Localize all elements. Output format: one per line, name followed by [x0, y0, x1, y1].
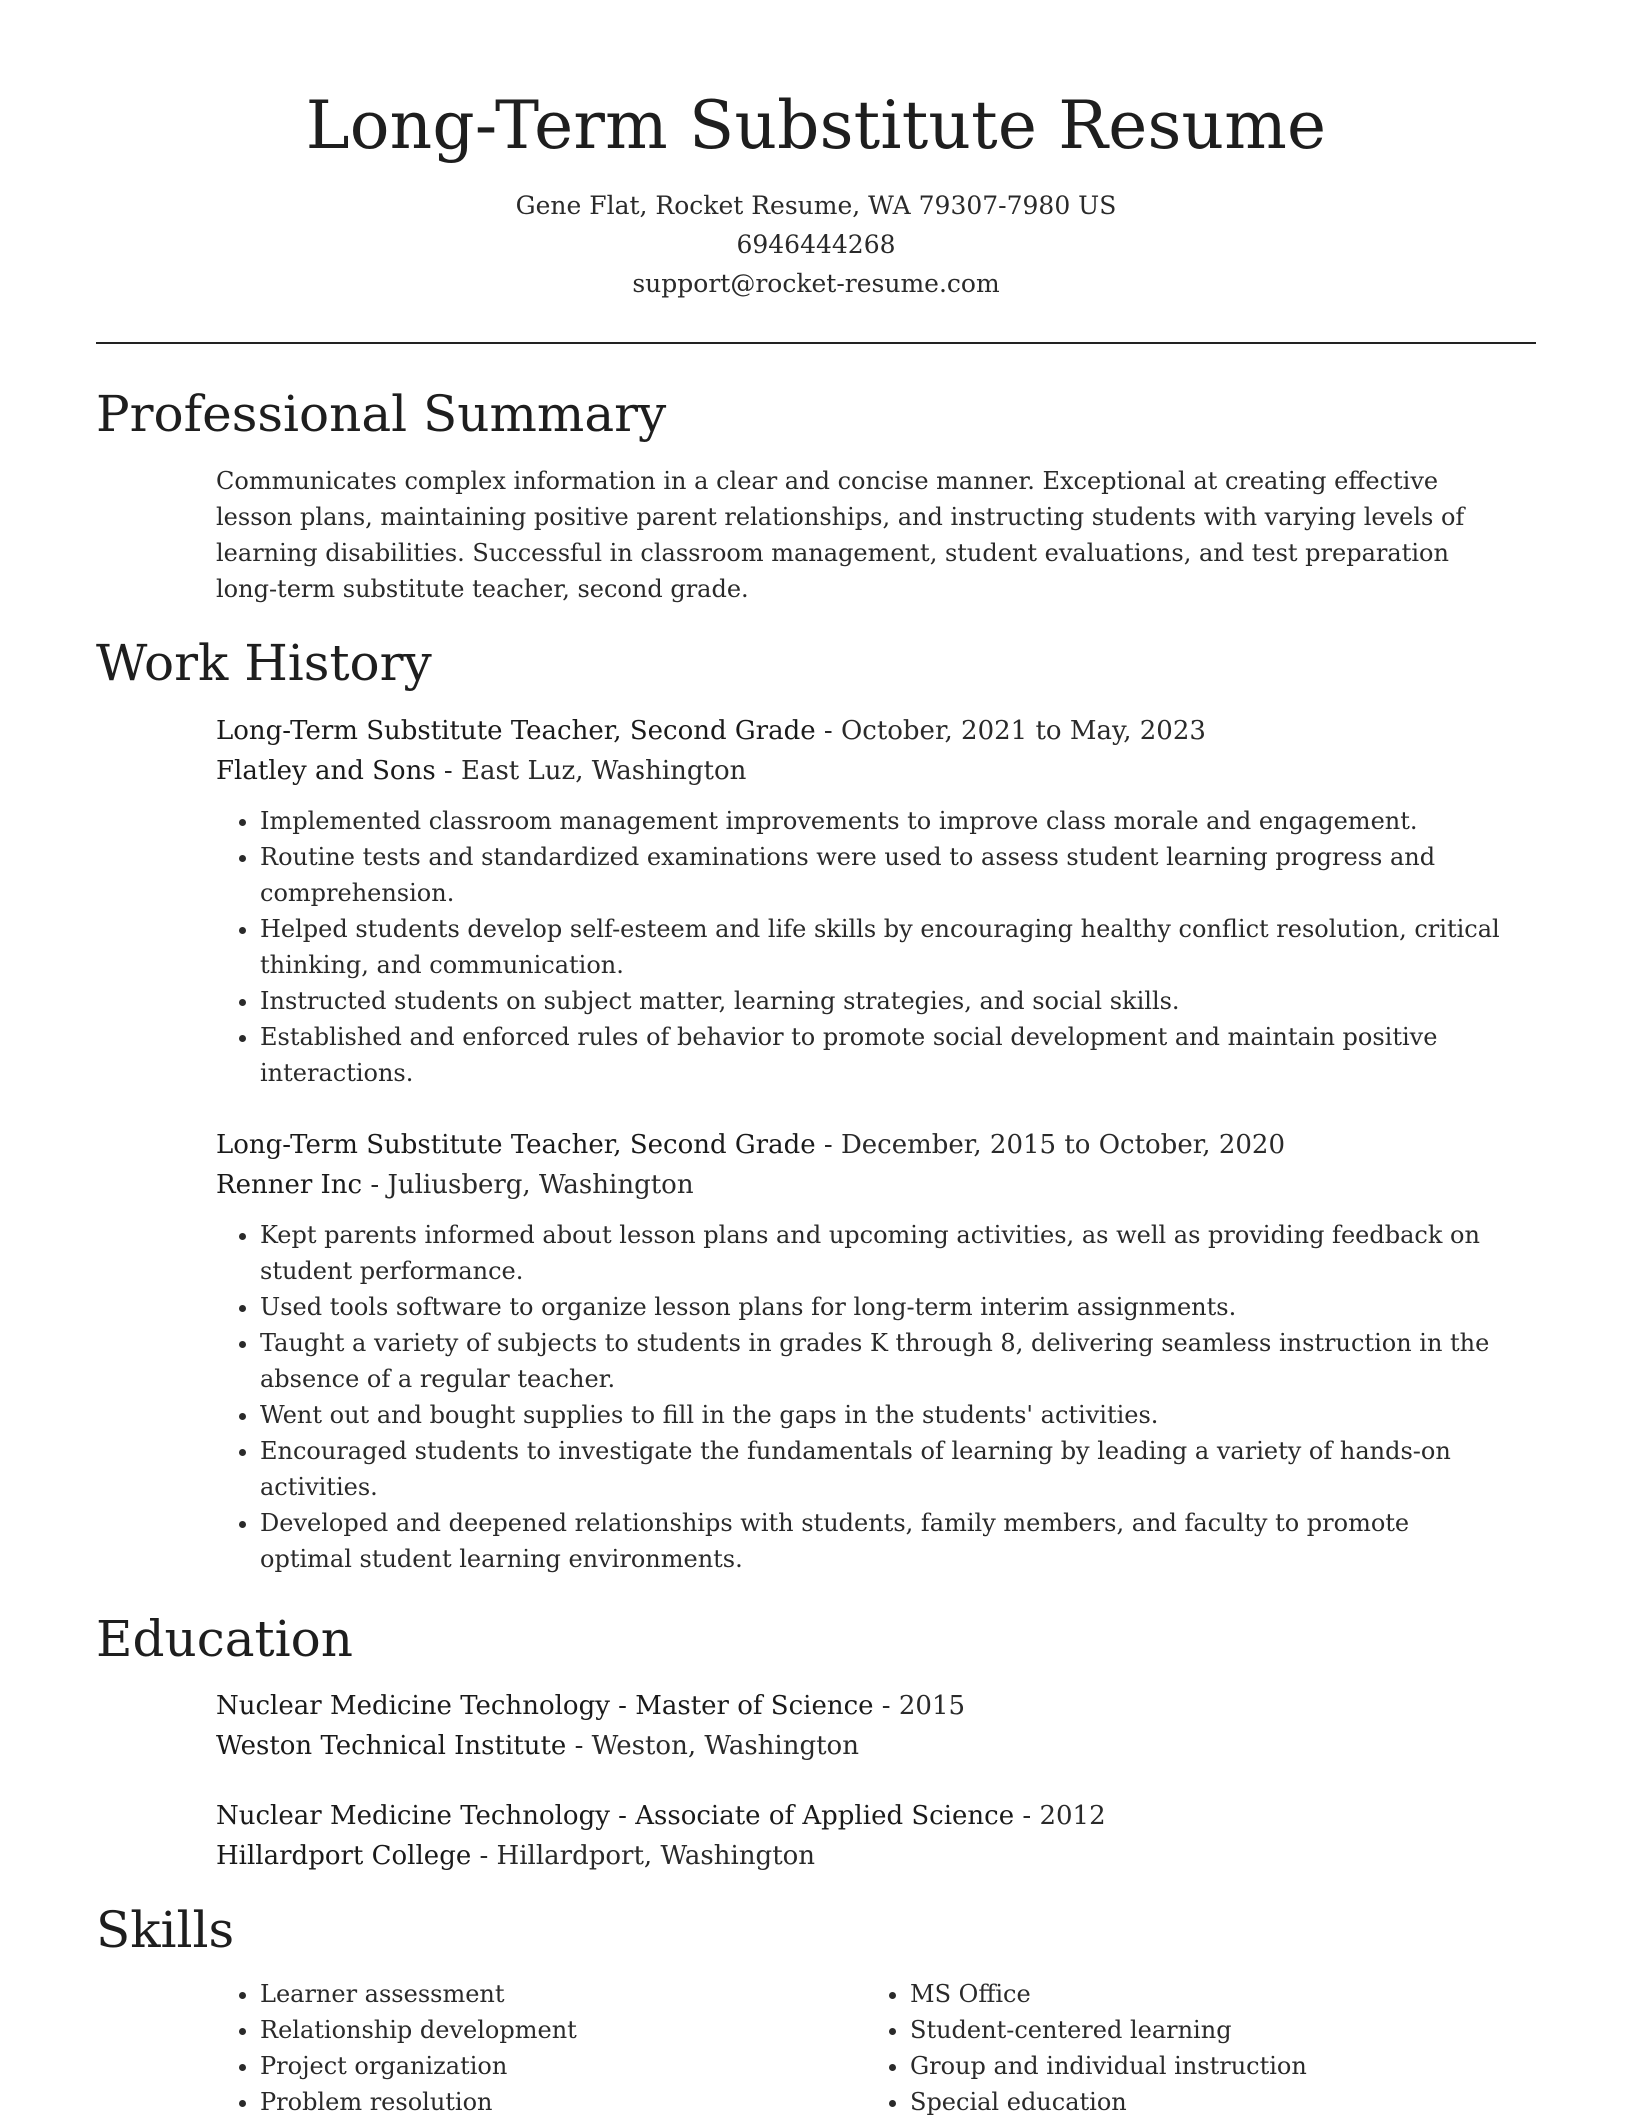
contact-info	[96, 186, 1536, 303]
summary-block	[216, 463, 1506, 607]
job-title-line	[216, 711, 1506, 751]
job-bullet: • Routine tests and standardized examinations were used to assess student learning progress and comprehension.	[260, 839, 1506, 911]
education-degree-line	[216, 1686, 1506, 1726]
job-company: Renner Inc	[216, 1170, 363, 1200]
job-entry	[216, 1125, 1506, 1577]
resume-title: Long-Term Substitute Resume	[305, 87, 1327, 164]
job-company-line	[216, 1165, 1506, 1205]
skill-item: • Student-centered learning	[910, 2012, 1516, 2048]
job-company: Flatley and Sons	[216, 756, 436, 786]
skill-item: • Problem resolution	[260, 2084, 866, 2120]
job-company-line	[216, 751, 1506, 791]
job-title: Long-Term Substitute Teacher, Second Grade	[216, 716, 816, 746]
section-title-education: Education	[96, 1610, 353, 1668]
skills-column-right	[866, 1976, 1516, 2120]
education-degree: - Master of Science	[609, 1691, 874, 1721]
skill-item: • Group and individual instruction	[910, 2048, 1516, 2084]
job-title: Long-Term Substitute Teacher, Second Grade	[216, 1130, 816, 1160]
job-bullet: • Kept parents informed about lesson plans and upcoming activities, as well as providing feedback on student performance.	[260, 1217, 1506, 1289]
job-bullet: • Developed and deepened relationships with students, family members, and faculty to promote optimal student learning environments.	[260, 1505, 1506, 1577]
education-entry	[216, 1686, 1506, 1766]
job-bullet: • Established and enforced rules of behavior to promote social development and maintain positive interactions.	[260, 1019, 1506, 1091]
skill-item: • Relationship development	[260, 2012, 866, 2048]
education-school: Hillardport College	[216, 1841, 472, 1871]
section-title-work: Work History	[96, 634, 432, 692]
skill-item: • MS Office	[910, 1976, 1516, 2012]
skill-item: • Learner assessment	[260, 1976, 866, 2012]
job-bullet: • Implemented classroom management improvements to improve class morale and engagement.	[260, 803, 1506, 839]
job-location: - Juliusberg, Washington	[362, 1170, 694, 1200]
skill-item: • Project organization	[260, 2048, 866, 2084]
job-bullets	[216, 803, 1506, 1091]
education-year: - 2015	[873, 1691, 966, 1721]
job-location: - East Luz, Washington	[435, 756, 747, 786]
education-location: - Hillardport, Washington	[471, 1841, 816, 1871]
job-bullet: • Taught a variety of subjects to students in grades K through 8, delivering seamless instruction in the absence of a regular teacher.	[260, 1325, 1506, 1397]
job-title-line	[216, 1125, 1506, 1165]
contact-email: support@rocket-resume.com	[632, 269, 1000, 298]
education-degree-line	[216, 1796, 1506, 1836]
job-entry	[216, 711, 1506, 1091]
education-field: Nuclear Medicine Technology	[216, 1801, 610, 1831]
contact-phone: 6946444268	[736, 230, 896, 259]
education-entry	[216, 1796, 1506, 1876]
job-bullets	[216, 1217, 1506, 1577]
education-school-line	[216, 1726, 1506, 1766]
education-degree: - Associate of Applied Science	[609, 1801, 1015, 1831]
education-school-line	[216, 1836, 1506, 1876]
section-title-skills: Skills	[96, 1901, 235, 1959]
job-bullet: • Instructed students on subject matter, learning strategies, and social skills.	[260, 983, 1506, 1019]
skills-column-left	[216, 1976, 866, 2120]
section-title-summary: Professional Summary	[96, 385, 667, 443]
summary-text: Communicates complex information in a clear and concise manner. Exceptional at creating effective lesson plans, maintaining positive parent relationships, and instructing students with varying levels of learning disabilities. Successful in classroom management, student evaluations, and test preparation long-term substitute teacher, second grade.	[216, 467, 1465, 603]
contact-address: Gene Flat, Rocket Resume, WA 79307-7980 US	[515, 191, 1117, 220]
header-divider	[96, 342, 1536, 344]
job-bullet: • Helped students develop self-esteem and life skills by encouraging healthy conflict resolution, critical thinking, and communication.	[260, 911, 1506, 983]
job-bullet: • Used tools software to organize lesson plans for long-term interim assignments.	[260, 1289, 1506, 1325]
skills-list	[216, 1976, 1516, 2120]
skill-item: • Special education	[910, 2084, 1516, 2120]
education-school: Weston Technical Institute	[216, 1731, 567, 1761]
education-field: Nuclear Medicine Technology	[216, 1691, 610, 1721]
job-dates: - October, 2021 to May, 2023	[815, 716, 1206, 746]
education-location: - Weston, Washington	[566, 1731, 859, 1761]
resume-header	[96, 84, 1536, 303]
job-bullet: • Went out and bought supplies to fill in the gaps in the students' activities.	[260, 1397, 1506, 1433]
job-bullet: • Encouraged students to investigate the fundamentals of learning by leading a variety of hands-on activities.	[260, 1433, 1506, 1505]
education-year: - 2012	[1014, 1801, 1106, 1831]
job-dates: - December, 2015 to October, 2020	[815, 1130, 1285, 1160]
